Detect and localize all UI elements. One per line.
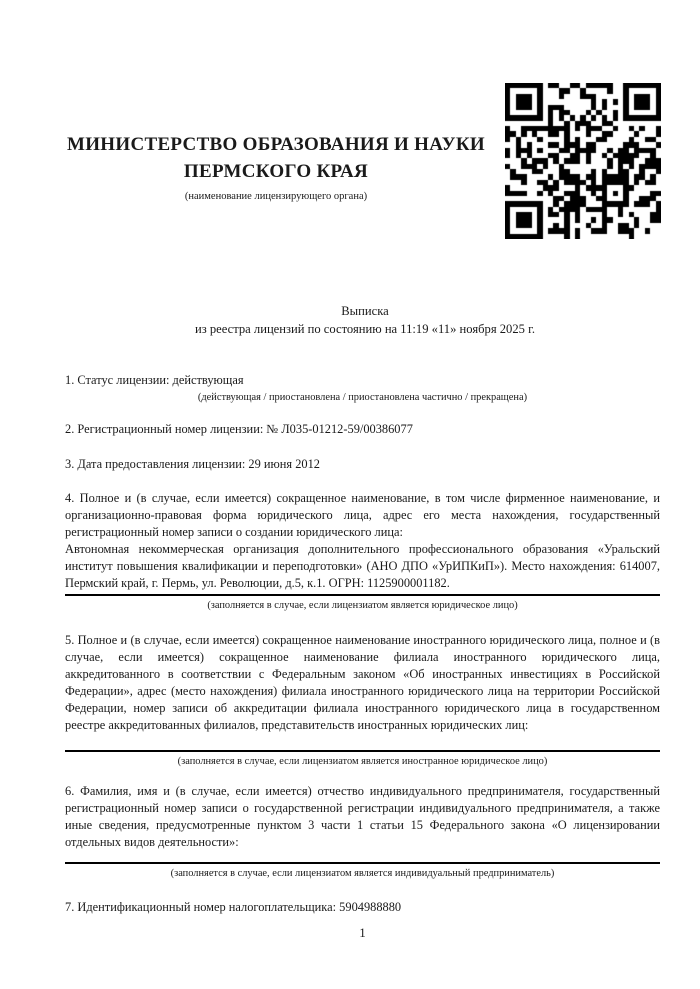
- ministry-title-line2: ПЕРМСКОГО КРАЯ: [183, 161, 369, 182]
- page-number: 1: [359, 925, 366, 940]
- extract-heading-block: [65, 302, 665, 338]
- ministry-title-block: [65, 131, 487, 203]
- qr-code-icon: [505, 83, 661, 239]
- item-1-caption: (действующая / приостановлена / приостановлена частично / прекращена): [197, 392, 528, 403]
- item-5-foreign-entity-text: 5. Полное и (в случае, если имеется) сокращенное наименование иностранного юридического лица, полное и (в случае, если имеется) сокращенное наименование филиала иностранного юридического лица, аккредитованного в соответствии с Федеральным законом «Об иностранных инвестициях в Российской Федерации», адрес (место нахождения) филиала иностранного юридического лица на территории Российской Федерации, номер записи об аккредитации филиала иностранного юридического лица в государственном реестре аккредитованных филиалов, представительств иностранных юридических лиц:: [65, 633, 660, 732]
- extract-date-line: из реестра лицензий по состоянию на 11:19 «11» ноября 2025 г.: [194, 322, 535, 336]
- ministry-title-line1: МИНИСТЕРСТВО ОБРАЗОВАНИЯ И НАУКИ: [66, 134, 486, 155]
- item-4-caption: (заполняется в случае, если лицензиатом является юридическое лицо): [207, 600, 518, 611]
- item-5-caption: (заполняется в случае, если лицензиатом является иностранное юридическое лицо): [177, 756, 548, 767]
- item-1-status: 1. Статус лицензии: действующая: [65, 373, 244, 387]
- item-6-entrepreneur-text: 6. Фамилия, имя и (в случае, если имеется) отчество индивидуального предпринимателя, государственный регистрационный номер записи о государственной регистрации индивидуального предпринимателя, а также иные сведения, предусмотренные пунктом 3 части 1 статьи 15 Федерального закона «О лицензировании отдельных видов деятельности»:: [65, 784, 660, 849]
- extract-title: Выписка: [341, 304, 389, 318]
- document-body: [65, 368, 660, 916]
- item-6-rule: [65, 862, 660, 864]
- item-4-rule: [65, 594, 660, 596]
- item-4-legal-entity-value: Автономная некоммерческая организация дополнительного профессионального образования «Уральский институт повышения квалификации и переподготовки» (АНО ДПО «УрИПКиП»). Место нахождения: 614007, Пермский край, г. Пермь, ул. Революции, д.5, к.1. ОГРН: 1125900001182.: [65, 542, 660, 590]
- item-5-rule: [65, 750, 660, 752]
- item-3-grant-date: 3. Дата предоставления лицензии: 29 июня 2012: [65, 457, 321, 471]
- item-4-legal-entity-text: 4. Полное и (в случае, если имеется) сокращенное наименование, в том числе фирменное наименование, и организационно-правовая форма юридического лица, адрес его места нахождения, государственный регистрационный номер записи о создании юридического лица:: [65, 491, 660, 539]
- item-2-registration-number: 2. Регистрационный номер лицензии: № Л035-01212-59/00386077: [65, 422, 413, 436]
- item-6-caption: (заполняется в случае, если лицензиатом является индивидуальный предприниматель): [170, 868, 555, 879]
- item-7-taxpayer-number: 7. Идентификационный номер налогоплательщика: 5904988880: [65, 900, 402, 914]
- licensing-authority-caption: (наименование лицензирующего органа): [184, 191, 368, 202]
